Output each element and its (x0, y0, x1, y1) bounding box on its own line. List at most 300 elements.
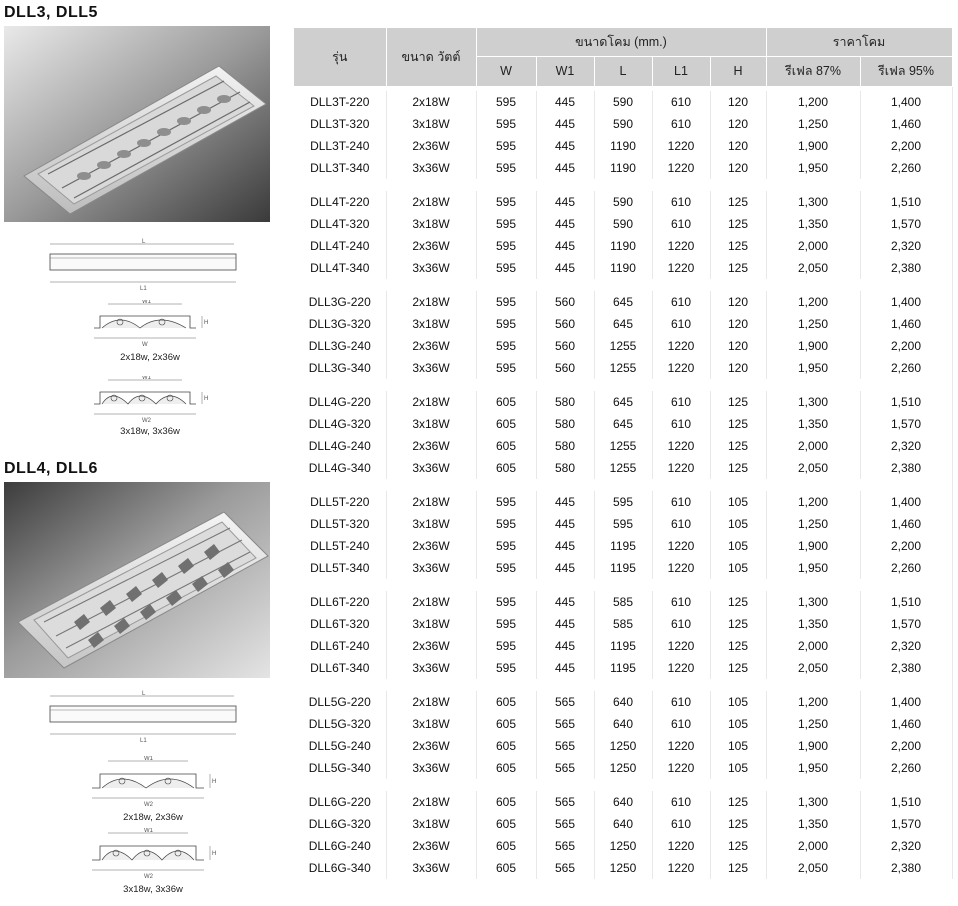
cell-W1: 580 (536, 413, 594, 435)
cell-L: 585 (594, 591, 652, 613)
group-spacer (294, 679, 952, 691)
table-row (294, 591, 952, 613)
cell-price-87: 1,350 (766, 213, 860, 235)
table-row (294, 291, 952, 313)
cell-L: 645 (594, 291, 652, 313)
cell-L1: 1220 (652, 135, 710, 157)
cell-price-95: 2,200 (860, 335, 952, 357)
cell-price-87: 2,050 (766, 457, 860, 479)
cell-model: DLL4G-220 (294, 391, 386, 413)
cell-W: 595 (476, 113, 536, 135)
cell-H: 125 (710, 213, 766, 235)
cell-H: 105 (710, 757, 766, 779)
cell-L1: 1220 (652, 235, 710, 257)
cell-price-95: 1,510 (860, 791, 952, 813)
cell-H: 120 (710, 135, 766, 157)
dim-label-W2: W2 (144, 802, 153, 808)
header-W: W (476, 56, 536, 86)
cell-L1: 1220 (652, 657, 710, 679)
cell-L1: 610 (652, 391, 710, 413)
cell-W: 605 (476, 835, 536, 857)
cell-price-87: 1,950 (766, 757, 860, 779)
cell-L: 585 (594, 613, 652, 635)
cell-L: 1190 (594, 235, 652, 257)
cell-price-95: 1,460 (860, 113, 952, 135)
cell-wattage: 2x36W (386, 535, 476, 557)
cell-L1: 610 (652, 291, 710, 313)
table-row (294, 635, 952, 657)
cell-model: DLL6T-220 (294, 591, 386, 613)
cell-W: 595 (476, 91, 536, 113)
table-row (294, 757, 952, 779)
cell-W: 605 (476, 713, 536, 735)
cell-H: 105 (710, 557, 766, 579)
cell-price-95: 2,320 (860, 635, 952, 657)
cell-W: 595 (476, 513, 536, 535)
table-row (294, 735, 952, 757)
cell-H: 120 (710, 313, 766, 335)
cell-W1: 445 (536, 613, 594, 635)
cell-W: 595 (476, 335, 536, 357)
cell-W1: 445 (536, 235, 594, 257)
cell-wattage: 2x18W (386, 291, 476, 313)
cell-W1: 445 (536, 635, 594, 657)
cell-model: DLL5G-220 (294, 691, 386, 713)
cell-W1: 445 (536, 113, 594, 135)
cell-H: 105 (710, 691, 766, 713)
cell-W1: 565 (536, 691, 594, 713)
table-row (294, 157, 952, 179)
cell-L1: 1220 (652, 857, 710, 879)
group-spacer-cell (294, 779, 952, 791)
cell-model: DLL4T-320 (294, 213, 386, 235)
cell-price-95: 2,260 (860, 557, 952, 579)
table-row (294, 391, 952, 413)
cell-L1: 610 (652, 613, 710, 635)
table-row (294, 435, 952, 457)
table-row (294, 513, 952, 535)
cell-wattage: 2x36W (386, 135, 476, 157)
dim-label-L: L (142, 691, 146, 697)
cell-L1: 610 (652, 313, 710, 335)
cell-wattage: 3x18W (386, 213, 476, 235)
group-spacer (294, 179, 952, 191)
cell-W: 595 (476, 135, 536, 157)
cell-price-95: 2,260 (860, 357, 952, 379)
table-row (294, 613, 952, 635)
cell-price-95: 1,460 (860, 713, 952, 735)
cell-H: 120 (710, 335, 766, 357)
cell-L: 1250 (594, 857, 652, 879)
dim-label-L: L (142, 239, 146, 245)
cell-L1: 610 (652, 413, 710, 435)
product-photo-dll3-dll5 (4, 26, 270, 222)
dim-label-W2: W2 (144, 874, 153, 880)
table-row (294, 313, 952, 335)
cell-L1: 610 (652, 513, 710, 535)
table-row (294, 335, 952, 357)
cell-W1: 445 (536, 135, 594, 157)
cell-L: 1250 (594, 757, 652, 779)
cell-price-87: 1,900 (766, 735, 860, 757)
cell-L1: 1220 (652, 157, 710, 179)
cell-L: 640 (594, 813, 652, 835)
cell-L: 595 (594, 513, 652, 535)
cell-H: 125 (710, 857, 766, 879)
cell-W1: 445 (536, 657, 594, 679)
table-row (294, 791, 952, 813)
cell-L1: 1220 (652, 435, 710, 457)
cell-W1: 445 (536, 591, 594, 613)
cell-L1: 1220 (652, 835, 710, 857)
cell-wattage: 3x36W (386, 557, 476, 579)
table-row (294, 457, 952, 479)
cell-H: 120 (710, 113, 766, 135)
section-view-2-lamp-diagram-2 (88, 756, 218, 810)
table-row (294, 257, 952, 279)
cell-price-95: 2,380 (860, 857, 952, 879)
cell-wattage: 2x18W (386, 591, 476, 613)
cell-W: 595 (476, 191, 536, 213)
cell-wattage: 3x36W (386, 157, 476, 179)
header-price-87: รีเฟล 87% (766, 56, 860, 86)
cell-model: DLL4G-340 (294, 457, 386, 479)
cell-H: 125 (710, 391, 766, 413)
cell-price-95: 1,510 (860, 391, 952, 413)
table-row (294, 191, 952, 213)
group-spacer (294, 279, 952, 291)
cell-price-87: 2,050 (766, 857, 860, 879)
cell-W: 595 (476, 613, 536, 635)
cell-L: 640 (594, 791, 652, 813)
cell-W: 595 (476, 357, 536, 379)
cell-model: DLL3G-340 (294, 357, 386, 379)
cell-price-87: 1,200 (766, 91, 860, 113)
cell-L1: 1220 (652, 457, 710, 479)
header-model: รุ่น (294, 28, 386, 86)
cell-wattage: 3x18W (386, 713, 476, 735)
table-row (294, 657, 952, 679)
dim-label-W1: W1 (144, 756, 153, 762)
table-row (294, 491, 952, 513)
cell-L: 590 (594, 191, 652, 213)
dim-label-W1: W1 (142, 376, 151, 381)
cell-H: 125 (710, 613, 766, 635)
group-spacer (294, 579, 952, 591)
cell-W: 605 (476, 457, 536, 479)
cell-price-95: 2,320 (860, 435, 952, 457)
cell-H: 125 (710, 435, 766, 457)
cell-W: 595 (476, 535, 536, 557)
cell-W: 605 (476, 435, 536, 457)
cell-price-87: 1,200 (766, 491, 860, 513)
cell-wattage: 2x36W (386, 735, 476, 757)
table-row (294, 135, 952, 157)
cell-wattage: 2x18W (386, 91, 476, 113)
cell-price-87: 2,000 (766, 635, 860, 657)
cell-L1: 610 (652, 491, 710, 513)
group-spacer (294, 779, 952, 791)
cell-model: DLL3T-340 (294, 157, 386, 179)
cell-price-87: 2,000 (766, 835, 860, 857)
header-H: H (710, 56, 766, 86)
dim-label-H: H (212, 851, 217, 857)
cell-L1: 1220 (652, 335, 710, 357)
section-title-dll3-dll5: DLL3, DLL5 (4, 4, 98, 21)
cell-wattage: 3x36W (386, 657, 476, 679)
cell-price-87: 1,950 (766, 557, 860, 579)
cell-W: 595 (476, 235, 536, 257)
cell-model: DLL4T-220 (294, 191, 386, 213)
cell-price-87: 2,000 (766, 435, 860, 457)
cell-L: 1195 (594, 657, 652, 679)
cell-L: 640 (594, 691, 652, 713)
group-spacer (294, 479, 952, 491)
table-row (294, 535, 952, 557)
diagram-caption-2-lamp: 2x18w, 2x36w (123, 812, 183, 823)
cell-price-95: 2,380 (860, 457, 952, 479)
cell-wattage: 2x18W (386, 191, 476, 213)
dim-label-W1: W1 (144, 828, 153, 834)
table-row (294, 557, 952, 579)
table-row (294, 113, 952, 135)
cell-model: DLL5T-240 (294, 535, 386, 557)
cell-H: 125 (710, 413, 766, 435)
cell-price-87: 1,250 (766, 313, 860, 335)
cell-model: DLL3G-220 (294, 291, 386, 313)
dim-label-H: H (204, 320, 209, 326)
spec-price-table (294, 28, 953, 879)
cell-price-95: 1,570 (860, 813, 952, 835)
group-spacer-cell (294, 179, 952, 191)
cell-price-87: 1,300 (766, 391, 860, 413)
group-spacer-cell (294, 279, 952, 291)
cell-H: 125 (710, 657, 766, 679)
cell-wattage: 2x18W (386, 391, 476, 413)
table-row (294, 213, 952, 235)
cell-price-87: 1,950 (766, 357, 860, 379)
cell-W1: 445 (536, 213, 594, 235)
diagram-caption-3-lamp: 3x18w, 3x36w (120, 426, 180, 437)
cell-H: 125 (710, 635, 766, 657)
cell-wattage: 2x18W (386, 791, 476, 813)
table-row (294, 813, 952, 835)
cell-L: 1250 (594, 735, 652, 757)
cell-price-95: 1,400 (860, 91, 952, 113)
cell-H: 125 (710, 257, 766, 279)
cell-price-87: 1,250 (766, 113, 860, 135)
cell-model: DLL5T-220 (294, 491, 386, 513)
section-view-3-lamp-diagram-2 (88, 828, 218, 882)
cell-W: 605 (476, 813, 536, 835)
cell-price-95: 1,400 (860, 691, 952, 713)
cell-H: 125 (710, 235, 766, 257)
header-price-95: รีเฟล 95% (860, 56, 952, 86)
cell-price-95: 2,200 (860, 735, 952, 757)
cell-model: DLL6G-340 (294, 857, 386, 879)
cell-L: 645 (594, 313, 652, 335)
cell-price-95: 1,460 (860, 513, 952, 535)
cell-price-95: 1,510 (860, 591, 952, 613)
header-L1: L1 (652, 56, 710, 86)
cell-L: 1250 (594, 835, 652, 857)
cell-W: 595 (476, 157, 536, 179)
cell-L1: 1220 (652, 757, 710, 779)
cell-L1: 610 (652, 91, 710, 113)
table-row (294, 835, 952, 857)
cell-H: 105 (710, 491, 766, 513)
cell-W1: 580 (536, 391, 594, 413)
cell-L1: 1220 (652, 535, 710, 557)
group-spacer-cell (294, 579, 952, 591)
cell-model: DLL5G-320 (294, 713, 386, 735)
header-dimensions-group: ขนาดโคม (mm.) (476, 28, 766, 56)
cell-L1: 610 (652, 591, 710, 613)
cell-price-87: 2,000 (766, 235, 860, 257)
cell-model: DLL5T-340 (294, 557, 386, 579)
table-row (294, 235, 952, 257)
cell-price-87: 1,250 (766, 513, 860, 535)
cell-model: DLL3G-240 (294, 335, 386, 357)
cell-L: 595 (594, 491, 652, 513)
cell-price-87: 1,350 (766, 413, 860, 435)
cell-L1: 610 (652, 813, 710, 835)
cell-L: 1255 (594, 357, 652, 379)
cell-W: 605 (476, 857, 536, 879)
cell-W: 595 (476, 313, 536, 335)
cell-L: 1255 (594, 457, 652, 479)
cell-L: 645 (594, 391, 652, 413)
table-row (294, 713, 952, 735)
table-row (294, 691, 952, 713)
cell-wattage: 3x18W (386, 313, 476, 335)
cell-price-95: 1,400 (860, 491, 952, 513)
section-view-3-lamp-diagram-1 (90, 376, 210, 426)
header-W1: W1 (536, 56, 594, 86)
cell-H: 120 (710, 291, 766, 313)
cell-model: DLL6G-320 (294, 813, 386, 835)
cell-L: 1195 (594, 535, 652, 557)
cell-L: 1195 (594, 557, 652, 579)
cell-W1: 580 (536, 435, 594, 457)
section-title-dll4-dll6: DLL4, DLL6 (4, 460, 98, 477)
cell-price-87: 2,050 (766, 257, 860, 279)
cell-L: 1190 (594, 157, 652, 179)
cell-W1: 565 (536, 857, 594, 879)
table-row (294, 413, 952, 435)
header-wattage: ขนาด วัตต์ (386, 28, 476, 86)
cell-wattage: 3x36W (386, 757, 476, 779)
group-spacer-cell (294, 479, 952, 491)
cell-L1: 610 (652, 191, 710, 213)
cell-L1: 1220 (652, 557, 710, 579)
cell-model: DLL5T-320 (294, 513, 386, 535)
dim-label-W1: W1 (142, 300, 151, 305)
cell-model: DLL3G-320 (294, 313, 386, 335)
cell-W1: 565 (536, 713, 594, 735)
cell-price-87: 2,050 (766, 657, 860, 679)
cell-price-87: 1,200 (766, 291, 860, 313)
cell-price-87: 1,300 (766, 791, 860, 813)
cell-wattage: 2x36W (386, 335, 476, 357)
cell-model: DLL4G-240 (294, 435, 386, 457)
cell-L1: 1220 (652, 635, 710, 657)
cell-wattage: 2x18W (386, 491, 476, 513)
table-row (294, 357, 952, 379)
table-row (294, 857, 952, 879)
dim-label-L1: L1 (140, 286, 147, 292)
cell-price-95: 2,320 (860, 235, 952, 257)
cell-W1: 445 (536, 91, 594, 113)
cell-price-87: 1,900 (766, 535, 860, 557)
cell-model: DLL4G-320 (294, 413, 386, 435)
cell-W: 595 (476, 291, 536, 313)
cell-W1: 565 (536, 735, 594, 757)
cell-W: 595 (476, 213, 536, 235)
cell-W1: 445 (536, 513, 594, 535)
cell-price-95: 2,380 (860, 657, 952, 679)
cell-price-95: 2,200 (860, 535, 952, 557)
dim-label-W2: W2 (142, 418, 151, 424)
cell-L: 1255 (594, 335, 652, 357)
cell-H: 125 (710, 835, 766, 857)
cell-price-95: 2,320 (860, 835, 952, 857)
cell-W: 595 (476, 557, 536, 579)
product-photo-dll4-dll6 (4, 482, 270, 678)
cell-price-95: 1,570 (860, 613, 952, 635)
cell-model: DLL5G-340 (294, 757, 386, 779)
cell-price-87: 1,300 (766, 191, 860, 213)
dim-label-H: H (212, 779, 217, 785)
cell-model: DLL6T-320 (294, 613, 386, 635)
cell-H: 125 (710, 791, 766, 813)
cell-price-95: 1,510 (860, 191, 952, 213)
cell-W: 605 (476, 391, 536, 413)
cell-wattage: 3x36W (386, 857, 476, 879)
cell-W: 605 (476, 413, 536, 435)
cell-model: DLL6G-240 (294, 835, 386, 857)
cell-model: DLL6G-220 (294, 791, 386, 813)
cell-L1: 1220 (652, 257, 710, 279)
cell-W1: 560 (536, 335, 594, 357)
cell-L: 590 (594, 91, 652, 113)
cell-W1: 560 (536, 313, 594, 335)
diagram-caption-2-lamp: 2x18w, 2x36w (120, 352, 180, 363)
cell-model: DLL4T-240 (294, 235, 386, 257)
cell-H: 125 (710, 813, 766, 835)
cell-W1: 560 (536, 291, 594, 313)
cell-price-87: 1,900 (766, 335, 860, 357)
cell-model: DLL3T-240 (294, 135, 386, 157)
cell-W: 595 (476, 657, 536, 679)
cell-L: 1255 (594, 435, 652, 457)
cell-price-95: 1,570 (860, 213, 952, 235)
cell-price-87: 1,250 (766, 713, 860, 735)
cell-H: 120 (710, 91, 766, 113)
cell-H: 105 (710, 513, 766, 535)
cell-L1: 610 (652, 791, 710, 813)
cell-W: 595 (476, 591, 536, 613)
cell-W: 605 (476, 791, 536, 813)
cell-W1: 445 (536, 557, 594, 579)
cell-W1: 445 (536, 191, 594, 213)
cell-L: 640 (594, 713, 652, 735)
cell-W: 605 (476, 757, 536, 779)
cell-W1: 560 (536, 357, 594, 379)
cell-L1: 610 (652, 113, 710, 135)
cell-wattage: 2x36W (386, 235, 476, 257)
cell-price-95: 1,570 (860, 413, 952, 435)
